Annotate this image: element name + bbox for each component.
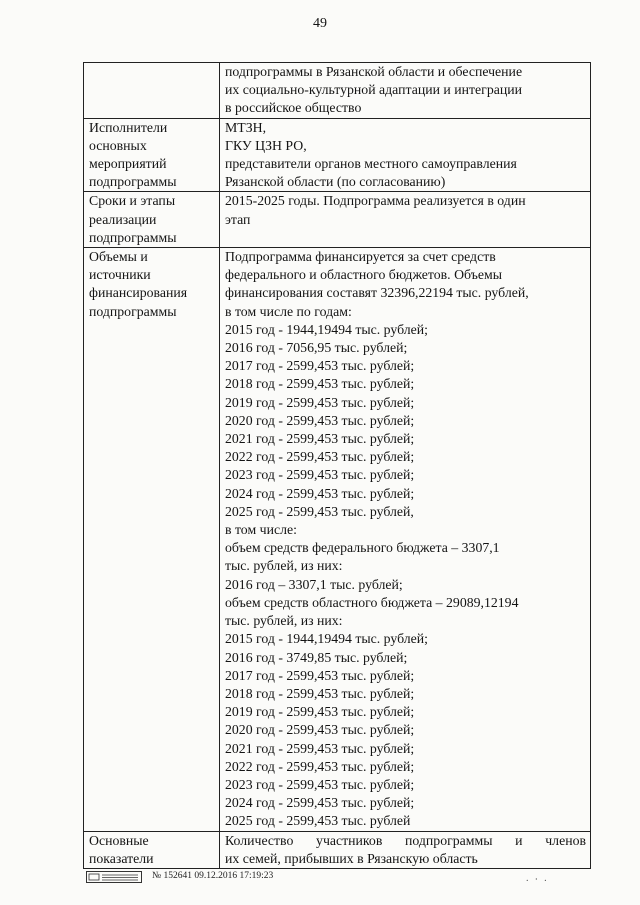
scan-marks: . ⸳ . [526,873,549,884]
label-line: подпрограммы [89,303,177,319]
content-line: тыс. рублей, из них: [225,613,343,629]
content-line: в российское общество [225,100,362,116]
content-line: 2016 год - 3749,85 тыс. рублей; [225,649,408,665]
row-content-cell [220,63,591,119]
label-line: Исполнители [89,119,168,135]
content-line: подпрограммы в Рязанской области и обеспечение [225,64,523,79]
content-line: ГКУ ЦЗН РО, [225,137,307,153]
content-line: 2024 год - 2599,453 тыс. рублей; [225,795,415,811]
content-line: Рязанской области (по согласованию) [225,174,446,190]
row-label-cell [84,831,220,868]
content-line: 2021 год - 2599,453 тыс. рублей; [225,740,415,756]
row-label-cell [84,192,220,248]
label-line: подпрограммы [89,229,177,245]
document-footer [86,868,566,888]
content-line: финансирования составят 32396,22194 тыс. рублей, [225,285,529,301]
content-line: объем средств областного бюджета – 29089,12194 [225,594,519,610]
content-line: 2022 год - 2599,453 тыс. рублей; [225,449,415,465]
label-line: реализации [89,211,157,227]
row-label-cell [84,118,220,192]
row-label-cell [84,248,220,832]
content-line: 2021 год - 2599,453 тыс. рублей; [225,431,415,447]
content-line: 2015 год - 1944,19494 тыс. рублей; [225,631,429,647]
content-line: их семей, прибывших в Рязанскую область [225,850,478,866]
row-content-cell [220,831,591,868]
content-line: 2015-2025 годы. Подпрограмма реализуется в один [225,193,526,209]
content-line: 2015 год - 1944,19494 тыс. рублей; [225,321,429,337]
content-line: 2017 год - 2599,453 тыс. рублей; [225,358,415,374]
content-line: 2024 год - 2599,453 тыс. рублей; [225,485,415,501]
label-line: основных [89,137,147,153]
content-line: 2016 год - 7056,95 тыс. рублей; [225,340,408,356]
content-line: 2025 год - 2599,453 тыс. рублей, [225,503,414,519]
row-content-cell [220,248,591,832]
content-line: 2017 год - 2599,453 тыс. рублей; [225,667,415,683]
content-line: представители органов местного самоуправления [225,156,517,172]
content-line: 2023 год - 2599,453 тыс. рублей; [225,776,415,792]
label-line: Сроки и этапы [89,193,176,209]
row-label-cell [84,63,220,119]
content-line: их социально-культурной адаптации и интеграции [225,82,523,98]
content-line: 2016 год – 3307,1 тыс. рублей; [225,576,403,592]
label-line: источники [89,267,151,283]
content-line: 2025 год - 2599,453 тыс. рублей [225,813,411,829]
content-line: в том числе по годам: [225,303,352,319]
content-line: 2022 год - 2599,453 тыс. рублей; [225,758,415,774]
content-line: федерального и областного бюджетов. Объемы [225,267,502,283]
content-line: 2018 год - 2599,453 тыс. рублей; [225,685,415,701]
content-line: Количество участников подпрограммы и членов [225,832,586,848]
content-line: 2019 год - 2599,453 тыс. рублей; [225,394,415,410]
registry-stamp-logo [86,871,142,883]
content-line: 2020 год - 2599,453 тыс. рублей; [225,722,415,738]
table-row [84,63,591,119]
content-line: в том числе: [225,522,297,538]
content-line: тыс. рублей, из них: [225,558,343,574]
label-line: Основные [89,832,149,848]
label-line: мероприятий [89,156,167,172]
row-content-cell [220,192,591,248]
content-line: 2019 год - 2599,453 тыс. рублей; [225,704,415,720]
row-content-cell [220,118,591,192]
label-line: Объемы и [89,249,148,265]
content-line: 2020 год - 2599,453 тыс. рублей; [225,412,415,428]
table-row [84,118,591,192]
registration-stamp-text: № 152641 09.12.2016 17:19:23 [152,871,274,881]
content-line: 2018 год - 2599,453 тыс. рублей; [225,376,415,392]
content-line: Подпрограмма финансируется за счет средств [225,249,496,265]
content-line: 2023 год - 2599,453 тыс. рублей; [225,467,415,483]
content-line: этап [225,211,251,227]
label-line: подпрограммы [89,174,177,190]
program-passport-table [83,62,591,869]
content-line: объем средств федерального бюджета – 3307,1 [225,540,500,556]
label-line: показатели [89,850,154,866]
table-row [84,248,591,832]
label-line: финансирования [89,285,188,301]
table-row [84,192,591,248]
content-line: МТЗН, [225,119,267,135]
table-row [84,831,591,868]
page-number: 49 [313,16,327,31]
